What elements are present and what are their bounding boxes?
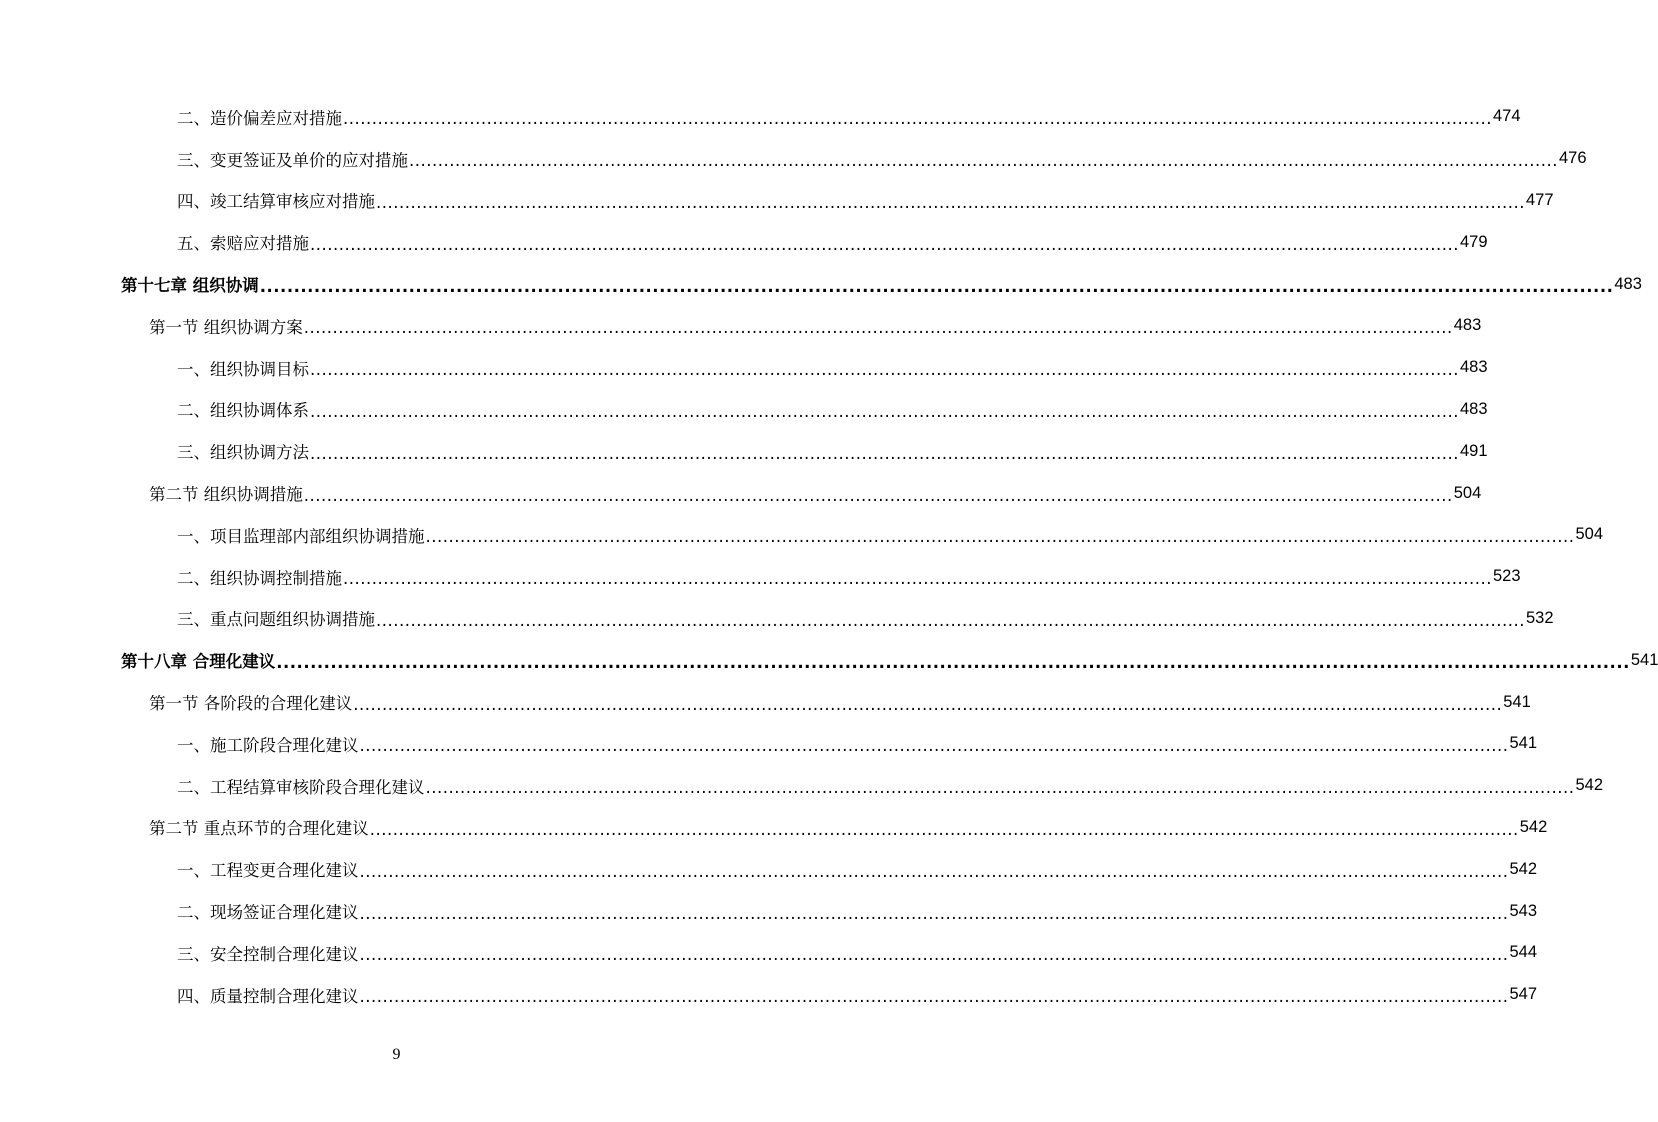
- toc-entry[interactable]: [0, 138, 1587, 180]
- toc-entry-page: 542: [1509, 859, 1538, 878]
- toc-entry[interactable]: [0, 598, 1554, 640]
- toc-entry-label: 三、安全控制合理化建议: [177, 944, 359, 964]
- toc-entry-page: 544: [1509, 943, 1538, 962]
- toc-entry-page: 477: [1525, 190, 1554, 209]
- toc-entry-page: 541: [1630, 650, 1658, 669]
- toc-entry-label: 三、组织协调方法: [177, 443, 309, 463]
- dot-leader: ........................................................................................................................................................................................................: [310, 234, 1459, 254]
- toc-entry-label: 第十七章 组织协调: [121, 276, 259, 296]
- toc-entry[interactable]: [0, 96, 1521, 138]
- dot-leader: ........................................................................................................................................................................................................: [376, 610, 1525, 630]
- toc-entry-page: 483: [1459, 358, 1488, 377]
- toc-entry-label: 第一节 各阶段的合理化建议: [149, 694, 353, 714]
- toc-entry[interactable]: [0, 180, 1554, 222]
- toc-entry-page: 479: [1459, 232, 1488, 251]
- dot-leader: ........................................................................................................................................................................................................: [303, 318, 1453, 338]
- dot-leader: ........................................................................................................................................................................................................: [353, 694, 1503, 714]
- toc-entry-label: 四、竣工结算审核应对措施: [177, 192, 375, 212]
- toc-entry-page: 491: [1459, 441, 1488, 460]
- toc-entry-label: 第二节 重点环节的合理化建议: [149, 819, 369, 839]
- toc-entry-page: 532: [1525, 608, 1554, 627]
- toc-entry-label: 第一节 组织协调方案: [149, 317, 303, 337]
- dot-leader: ........................................................................................................................................................................................................: [369, 819, 1519, 839]
- toc-entry[interactable]: [0, 723, 1538, 765]
- toc-entry[interactable]: [0, 890, 1538, 932]
- toc-entry[interactable]: [0, 932, 1538, 974]
- dot-leader: ........................................................................................................................................................................................................: [359, 861, 1509, 881]
- toc-entry-label: 四、质量控制合理化建议: [177, 986, 359, 1006]
- table-of-contents: [0, 96, 1658, 1016]
- toc-entry-page: 547: [1509, 985, 1538, 1004]
- toc-chapter-entry[interactable]: [0, 639, 1658, 681]
- toc-entry-page: 474: [1492, 107, 1521, 126]
- toc-entry-label: 一、项目监理部内部组织协调措施: [177, 526, 425, 546]
- toc-entry-label: 一、施工阶段合理化建议: [177, 735, 359, 755]
- dot-leader: ........................................................................................................................................................................................................: [359, 945, 1509, 965]
- toc-chapter-entry[interactable]: [0, 263, 1642, 305]
- dot-leader: ........................................................................................................................................................................................................: [310, 360, 1459, 380]
- toc-entry-label: 二、工程结算审核阶段合理化建议: [177, 777, 425, 797]
- dot-leader: ........................................................................................................................................................................................................: [343, 109, 1492, 129]
- toc-entry-page: 542: [1519, 817, 1548, 836]
- toc-entry-page: 504: [1575, 525, 1604, 544]
- page-number: 9: [392, 1046, 401, 1063]
- toc-entry-page: 483: [1614, 274, 1642, 293]
- dot-leader: ........................................................................................................................................................................................................: [276, 652, 1630, 672]
- toc-entry-label: 第二节 组织协调措施: [149, 485, 303, 505]
- toc-entry-page: 541: [1503, 692, 1531, 711]
- toc-section-entry[interactable]: [0, 807, 1548, 849]
- dot-leader: ........................................................................................................................................................................................................: [409, 151, 1558, 171]
- toc-entry-label: 五、索赔应对措施: [177, 234, 309, 254]
- toc-entry-page: 542: [1575, 776, 1604, 795]
- toc-section-entry[interactable]: [0, 305, 1482, 347]
- toc-entry[interactable]: [0, 389, 1488, 431]
- dot-leader: ........................................................................................................................................................................................................: [303, 485, 1453, 505]
- toc-entry-page: 483: [1453, 316, 1482, 335]
- toc-entry-label: 二、组织协调体系: [177, 401, 309, 421]
- toc-entry-label: 三、变更签证及单价的应对措施: [177, 150, 408, 170]
- toc-entry[interactable]: [0, 765, 1604, 807]
- toc-section-entry[interactable]: [0, 472, 1482, 514]
- toc-entry[interactable]: [0, 556, 1521, 598]
- toc-entry-page: 483: [1459, 399, 1488, 418]
- toc-entry[interactable]: [0, 514, 1604, 556]
- toc-entry-page: 541: [1509, 734, 1538, 753]
- toc-entry-label: 第十八章 合理化建议: [121, 652, 276, 672]
- toc-entry-page: 504: [1453, 483, 1482, 502]
- toc-entry-page: 476: [1558, 149, 1587, 168]
- toc-entry-label: 三、重点问题组织协调措施: [177, 610, 375, 630]
- dot-leader: ........................................................................................................................................................................................................: [259, 276, 1614, 296]
- dot-leader: ........................................................................................................................................................................................................: [310, 401, 1459, 421]
- dot-leader: ........................................................................................................................................................................................................: [310, 443, 1459, 463]
- toc-entry[interactable]: [0, 221, 1488, 263]
- toc-entry-label: 一、组织协调目标: [177, 359, 309, 379]
- toc-entry-page: 523: [1492, 567, 1521, 586]
- dot-leader: ........................................................................................................................................................................................................: [359, 987, 1509, 1007]
- toc-entry[interactable]: [0, 430, 1488, 472]
- toc-entry-label: 二、现场签证合理化建议: [177, 903, 359, 923]
- dot-leader: ........................................................................................................................................................................................................: [376, 192, 1525, 212]
- dot-leader: ........................................................................................................................................................................................................: [359, 736, 1509, 756]
- toc-entry[interactable]: [0, 974, 1538, 1016]
- toc-entry-page: 543: [1509, 901, 1538, 920]
- toc-entry[interactable]: [0, 848, 1538, 890]
- dot-leader: ........................................................................................................................................................................................................: [343, 569, 1492, 589]
- toc-section-entry[interactable]: [0, 681, 1531, 723]
- dot-leader: ........................................................................................................................................................................................................: [425, 527, 1575, 547]
- dot-leader: ........................................................................................................................................................................................................: [359, 903, 1509, 923]
- toc-entry-label: 二、组织协调控制措施: [177, 568, 342, 588]
- toc-entry-label: 一、工程变更合理化建议: [177, 861, 359, 881]
- toc-entry-label: 二、造价偏差应对措施: [177, 108, 342, 128]
- toc-entry[interactable]: [0, 347, 1488, 389]
- dot-leader: ........................................................................................................................................................................................................: [425, 778, 1575, 798]
